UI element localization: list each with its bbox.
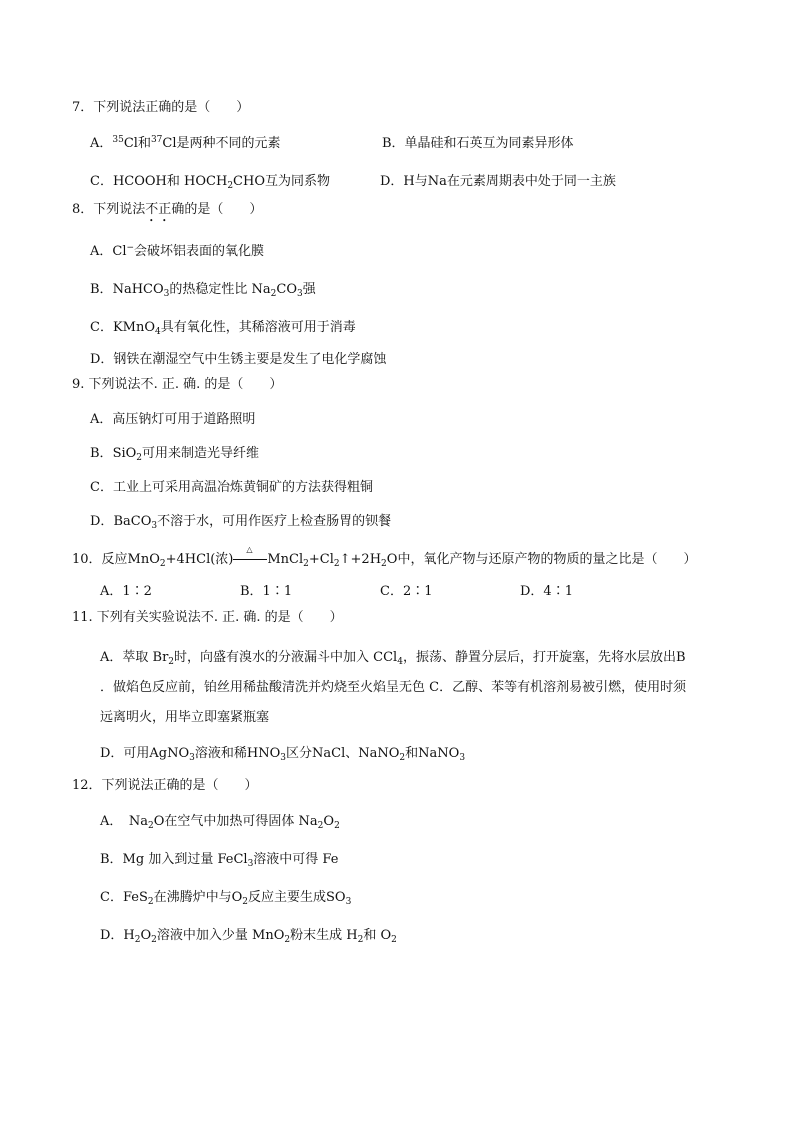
q7-stem: 7．下列说法正确的是（ ）: [72, 100, 250, 115]
q10-option-b: B．1∶1: [240, 584, 293, 599]
heat-symbol: △: [246, 545, 253, 554]
q11-option-a: A．萃取 $Br_2$时，向盛有溴水的分液漏斗中加入 CCl$_4$，振荡、静置分层后，打开旋塞，先将水层放出B: [100, 650, 686, 667]
q11-option-d: D．可用AgNO$_3$溶液和稀$HNO_3$区分NaCl、NaNO$_2$和NaNO$_3$: [100, 746, 466, 763]
q9-option-c: C．工业上可采用高温冶炼黄铜矿的方法获得粗铜: [90, 480, 373, 495]
q7-option-d: D．H与Na在元素周期表中处于同一主族: [380, 174, 616, 189]
q12-option-b: B．Mg 加入到过量 FeCl$_3$溶液中可得 Fe: [100, 852, 339, 869]
q9-option-a: A．高压钠灯可用于道路照明: [90, 412, 256, 427]
q11-option-b-c: ．做焰色反应前，铂丝用稀盐酸清洗并灼烧至火焰呈无色 C．乙醇、苯等有机溶剂易被引燃，使用时须: [100, 680, 687, 695]
reaction-condition-arrow: [233, 545, 267, 564]
q10-option-d: D．4∶1: [520, 584, 573, 599]
q12-stem: 12．下列说法正确的是（ ）: [72, 778, 258, 793]
q10-stem: 10．反应MnO$_2$+4HCl(浓) △ $MnCl_2+Cl_2↑+2H_2O$中，氧化产物与还原产物的物质的量之比是（ ）: [72, 545, 697, 569]
q8-option-a: A．Cl−会破坏铝表面的氧化膜: [90, 243, 265, 259]
q12-option-c: C．FeS$_2$在沸腾炉中与$O_2$反应主要生成$SO_3$: [100, 890, 352, 907]
q8-option-d: D．钢铁在潮湿空气中生锈主要是发生了电化学腐蚀: [90, 352, 387, 367]
q9-option-d: D．BaCO$_3$不溶于水，可用作医疗上检查肠胃的钡餐: [90, 514, 392, 531]
q12-option-d: D．$H_2O_2$溶液中加入少量 MnO$_2$粉末生成 $H_2$和 $O_2$: [100, 928, 397, 945]
q10-option-a: A．1∶2: [100, 584, 152, 599]
q11-stem: 11. 下列有关实验说法不. 正. 确. 的是（ ）: [72, 610, 343, 625]
q8-stem: 8．下列说法不正确的是（ ）: [72, 202, 263, 217]
q9-stem: 9. 下列说法不. 正. 确. 的是（ ）: [72, 377, 283, 392]
q11-option-c-cont: 远离明火，用毕立即塞紧瓶塞: [100, 710, 270, 725]
q8-option-c: C．KMnO$_4$具有氧化性，其稀溶液可用于消毒: [90, 320, 356, 337]
q7-option-b: B．单晶硅和石英互为同素异形体: [382, 136, 574, 151]
q7-option-c: C．HCOOH和 $HOCH_2CHO$互为同系物: [90, 174, 330, 191]
q10-option-c: C．2∶1: [380, 584, 433, 599]
q7-option-a: A．$^{35}$Cl和$^{37}$Cl是两种不同的元素: [90, 135, 281, 151]
q8-option-b: B．NaHCO$_3$的热稳定性比 $Na_2CO_3$强: [90, 282, 316, 299]
q12-option-a: A． $Na_2O$在空气中加热可得固体 $Na_2O_2$: [100, 814, 340, 831]
q9-option-b: B．SiO$_2$可用来制造光导纤维: [90, 446, 260, 463]
